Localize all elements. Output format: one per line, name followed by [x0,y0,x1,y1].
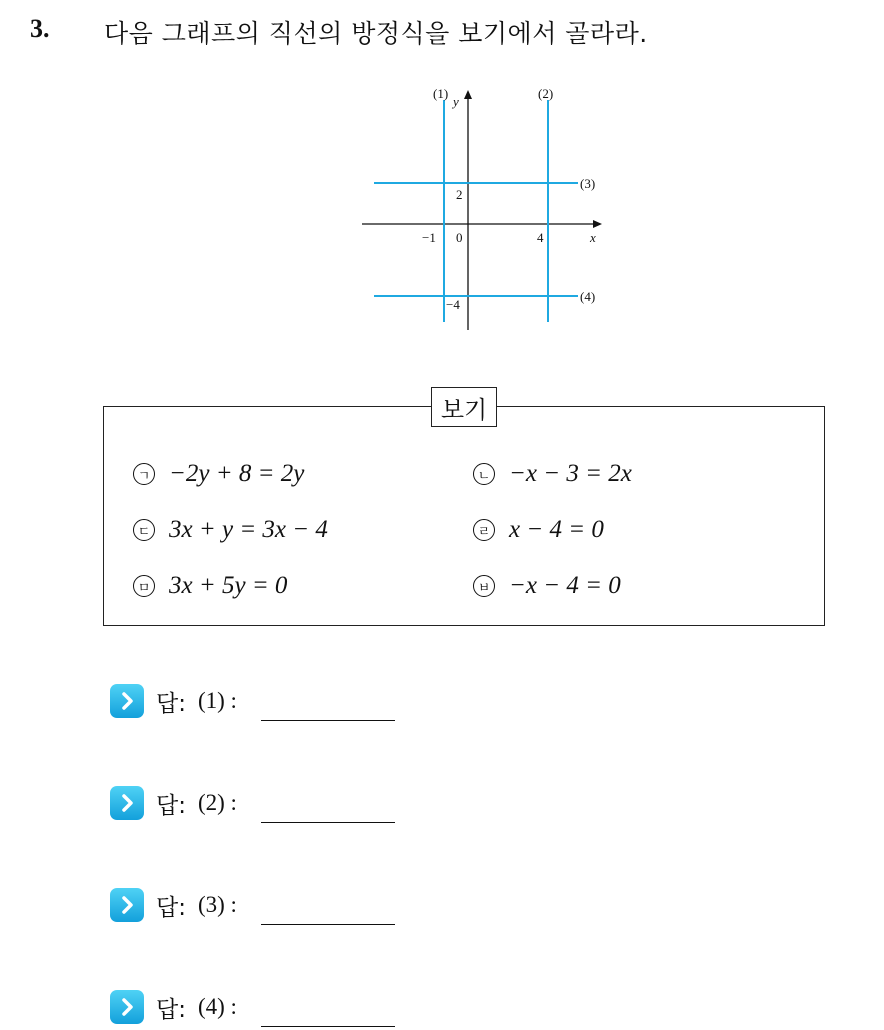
question-number: 3. [30,14,50,43]
answer-row-4 [110,990,237,1024]
answer-label: 답: [156,792,186,819]
answer-number: (2) : [197,790,237,815]
option-equation: −x − 4 = 0 [509,572,621,599]
tick-y-neg4: −4 [446,297,460,312]
question-text: 다음 그래프의 직선의 방정식을 보기에서 골라라. [104,19,648,48]
x-axis-arrow [593,220,602,228]
tick-y-2: 2 [456,187,463,202]
option-equation: 3x + y = 3x − 4 [169,516,328,543]
option-mark: ㅂ [473,575,495,597]
answer-label: 답: [156,996,186,1023]
answer-row-2 [110,786,237,820]
option-equation: x − 4 = 0 [509,516,604,543]
coordinate-graph [360,82,610,332]
option-giyeok [133,460,304,488]
option-digeut [133,516,328,544]
option-equation: −2y + 8 = 2y [169,460,305,487]
answer-label: 답: [156,690,186,717]
tick-x-4: 4 [537,230,544,245]
chevron-right-icon [110,684,144,718]
answer-number: (3) : [197,892,237,917]
option-nieun [473,460,632,488]
option-mark: ㅁ [133,575,155,597]
option-bieup [473,572,621,600]
origin-label: 0 [456,230,463,245]
answer-row-3 [110,888,237,922]
chevron-right-icon [110,786,144,820]
answer-number: (1) : [197,688,237,713]
bogi-title: 보기 [431,387,497,427]
line-1-label: (1) [433,86,449,101]
y-axis-label: y [453,94,459,109]
option-mark: ㄱ [133,463,155,485]
answer-label: 답: [156,894,186,921]
answer-blank[interactable] [261,924,395,925]
answer-row-1 [110,684,237,718]
tick-x-neg1: −1 [422,230,436,245]
chevron-right-icon [110,888,144,922]
option-mark: ㄹ [473,519,495,541]
line-4-label: (4) [580,289,596,304]
chevron-right-icon [110,990,144,1024]
answer-blank[interactable] [261,720,395,721]
option-mark: ㄷ [133,519,155,541]
y-axis-arrow [464,90,472,99]
line-3-label: (3) [580,176,596,191]
option-rieul [473,516,604,544]
x-axis-label: x [590,230,596,245]
option-equation: −x − 3 = 2x [509,460,632,487]
answer-number: (4) : [197,994,237,1019]
answer-blank[interactable] [261,1026,395,1027]
option-mieum [133,572,287,600]
option-mark: ㄴ [473,463,495,485]
option-equation: 3x + 5y = 0 [169,572,288,599]
line-2-label: (2) [538,86,554,101]
answer-blank[interactable] [261,822,395,823]
